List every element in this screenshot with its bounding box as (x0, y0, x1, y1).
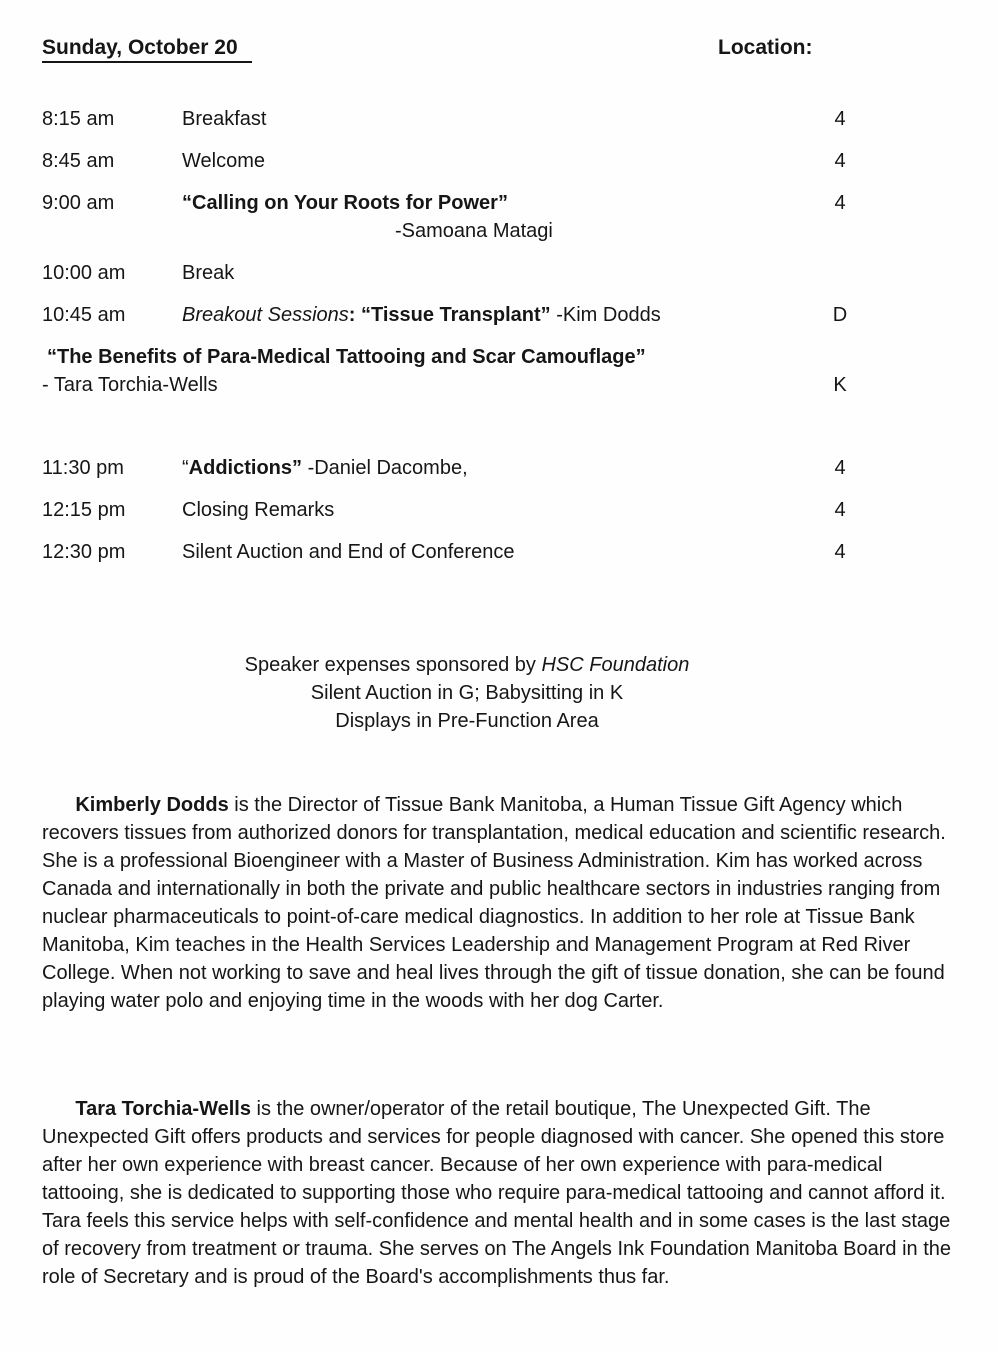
header (42, 34, 998, 62)
event-title (182, 301, 792, 329)
schedule-row-addictions (42, 454, 888, 482)
bio-speaker-name: Kimberly Dodds (75, 794, 229, 816)
event-title: Breakfast (182, 108, 267, 130)
breakout-2-speaker: - Tara Torchia-Wells (42, 374, 218, 396)
note-sponsor-name: HSC Foundation (541, 654, 690, 676)
schedule-list (42, 105, 998, 566)
speaker-bio-tara-torchia-wells (42, 1067, 964, 1319)
event-time: 11:30 pm (42, 457, 124, 479)
note-sponsor-text: Speaker expenses sponsored by (244, 654, 542, 676)
keynote-title: “Calling on Your Roots for Power” (182, 192, 508, 214)
schedule-row-breakout-sessions (42, 301, 888, 329)
keynote-speaker: -Samoana Matagi (395, 220, 553, 242)
breakout-session-title: : “Tissue Transplant” (348, 304, 551, 326)
event-time: 9:00 am (42, 192, 115, 214)
schedule-row-break (42, 259, 888, 287)
event-time: 8:15 am (42, 108, 115, 130)
event-title: Closing Remarks (182, 499, 335, 521)
event-location: 4 (834, 192, 846, 214)
addictions-speaker: -Daniel Dacombe, (302, 457, 468, 479)
schedule-row-closing-remarks (42, 496, 888, 524)
note-sponsor (42, 651, 892, 679)
schedule-list-afternoon (42, 454, 998, 566)
event-title: Silent Auction and End of Conference (182, 541, 515, 563)
note-displays: Displays in Pre-Function Area (335, 710, 599, 732)
bio-text: is the Director of Tissue Bank Manitoba, a Human Tissue Gift Agency which recovers tissues from authorized donors for transplantation, medical education and scientific research. She is a professional Bioengineer with a Master of Business Administration. Kim has worked across Canada and internationally in both the private and public healthcare sectors in industries ranging from nuclear pharmaceuticals to point-of-care medical diagnostics. In addition to her role at Tissue Bank Manitoba, Kim teaches in the Health Services Leadership and Management Program at Red River College. When not working to save and heal lives through the gift of tissue donation, she can be found playing water polo and enjoying time in the woods with her dog Carter. (42, 794, 952, 1012)
event-title (182, 454, 792, 482)
event-location (792, 259, 888, 287)
bio-speaker-name: Tara Torchia-Wells (75, 1098, 251, 1120)
event-time: 10:45 am (42, 304, 126, 326)
event-time: 12:15 pm (42, 499, 126, 521)
event-title: Break (182, 262, 235, 284)
schedule-row-welcome (42, 147, 888, 175)
event-time: 8:45 am (42, 150, 115, 172)
addictions-title: Addictions” (188, 457, 303, 479)
speaker-bio-kimberly-dodds (42, 763, 964, 1043)
breakout-session-speaker: -Kim Dodds (550, 304, 661, 326)
event-title: Welcome (182, 150, 265, 172)
quote-open: “ (182, 457, 189, 479)
note-auction-babysitting: Silent Auction in G; Babysitting in K (310, 682, 624, 704)
page-title: Sunday, October 20 (42, 35, 252, 63)
event-time: 10:00 am (42, 262, 126, 284)
event-location: 4 (834, 108, 846, 130)
event-location: 4 (834, 150, 846, 172)
breakout-label: Breakout Sessions (182, 304, 349, 326)
conference-notes (42, 651, 892, 735)
event-time: 12:30 pm (42, 541, 126, 563)
event-title (182, 189, 792, 245)
schedule-row-breakfast (42, 105, 888, 133)
breakout-2-row (42, 371, 888, 399)
event-location: D (832, 304, 848, 326)
breakout-2-title: “The Benefits of Para-Medical Tattooing and Scar Camouflage” (47, 346, 646, 368)
event-location: 4 (834, 541, 846, 563)
breakout-session-2 (42, 343, 888, 399)
schedule-row-keynote (42, 189, 888, 245)
bio-text: is the owner/operator of the retail boutique, The Unexpected Gift. The Unexpected Gift offers products and services for people diagnosed with cancer. She opened this store after her own experience with breast cancer. Because of her own experience with para-medical tattooing, she is dedicated to supporting those who require para-medical tattooing and cannot afford it. Tara feels this service helps with self-confidence and mental health and in some cases is the last stage of recovery from treatment or trauma. She serves on The Angels Ink Foundation Manitoba Board in the role of Secretary and is proud of the Board's accomplishments thus far. (42, 1098, 957, 1288)
event-location: K (833, 374, 847, 396)
location-column-header: Location: (718, 36, 813, 59)
event-location: 4 (834, 499, 846, 521)
schedule-row-silent-auction (42, 538, 888, 566)
event-location: 4 (834, 457, 846, 479)
